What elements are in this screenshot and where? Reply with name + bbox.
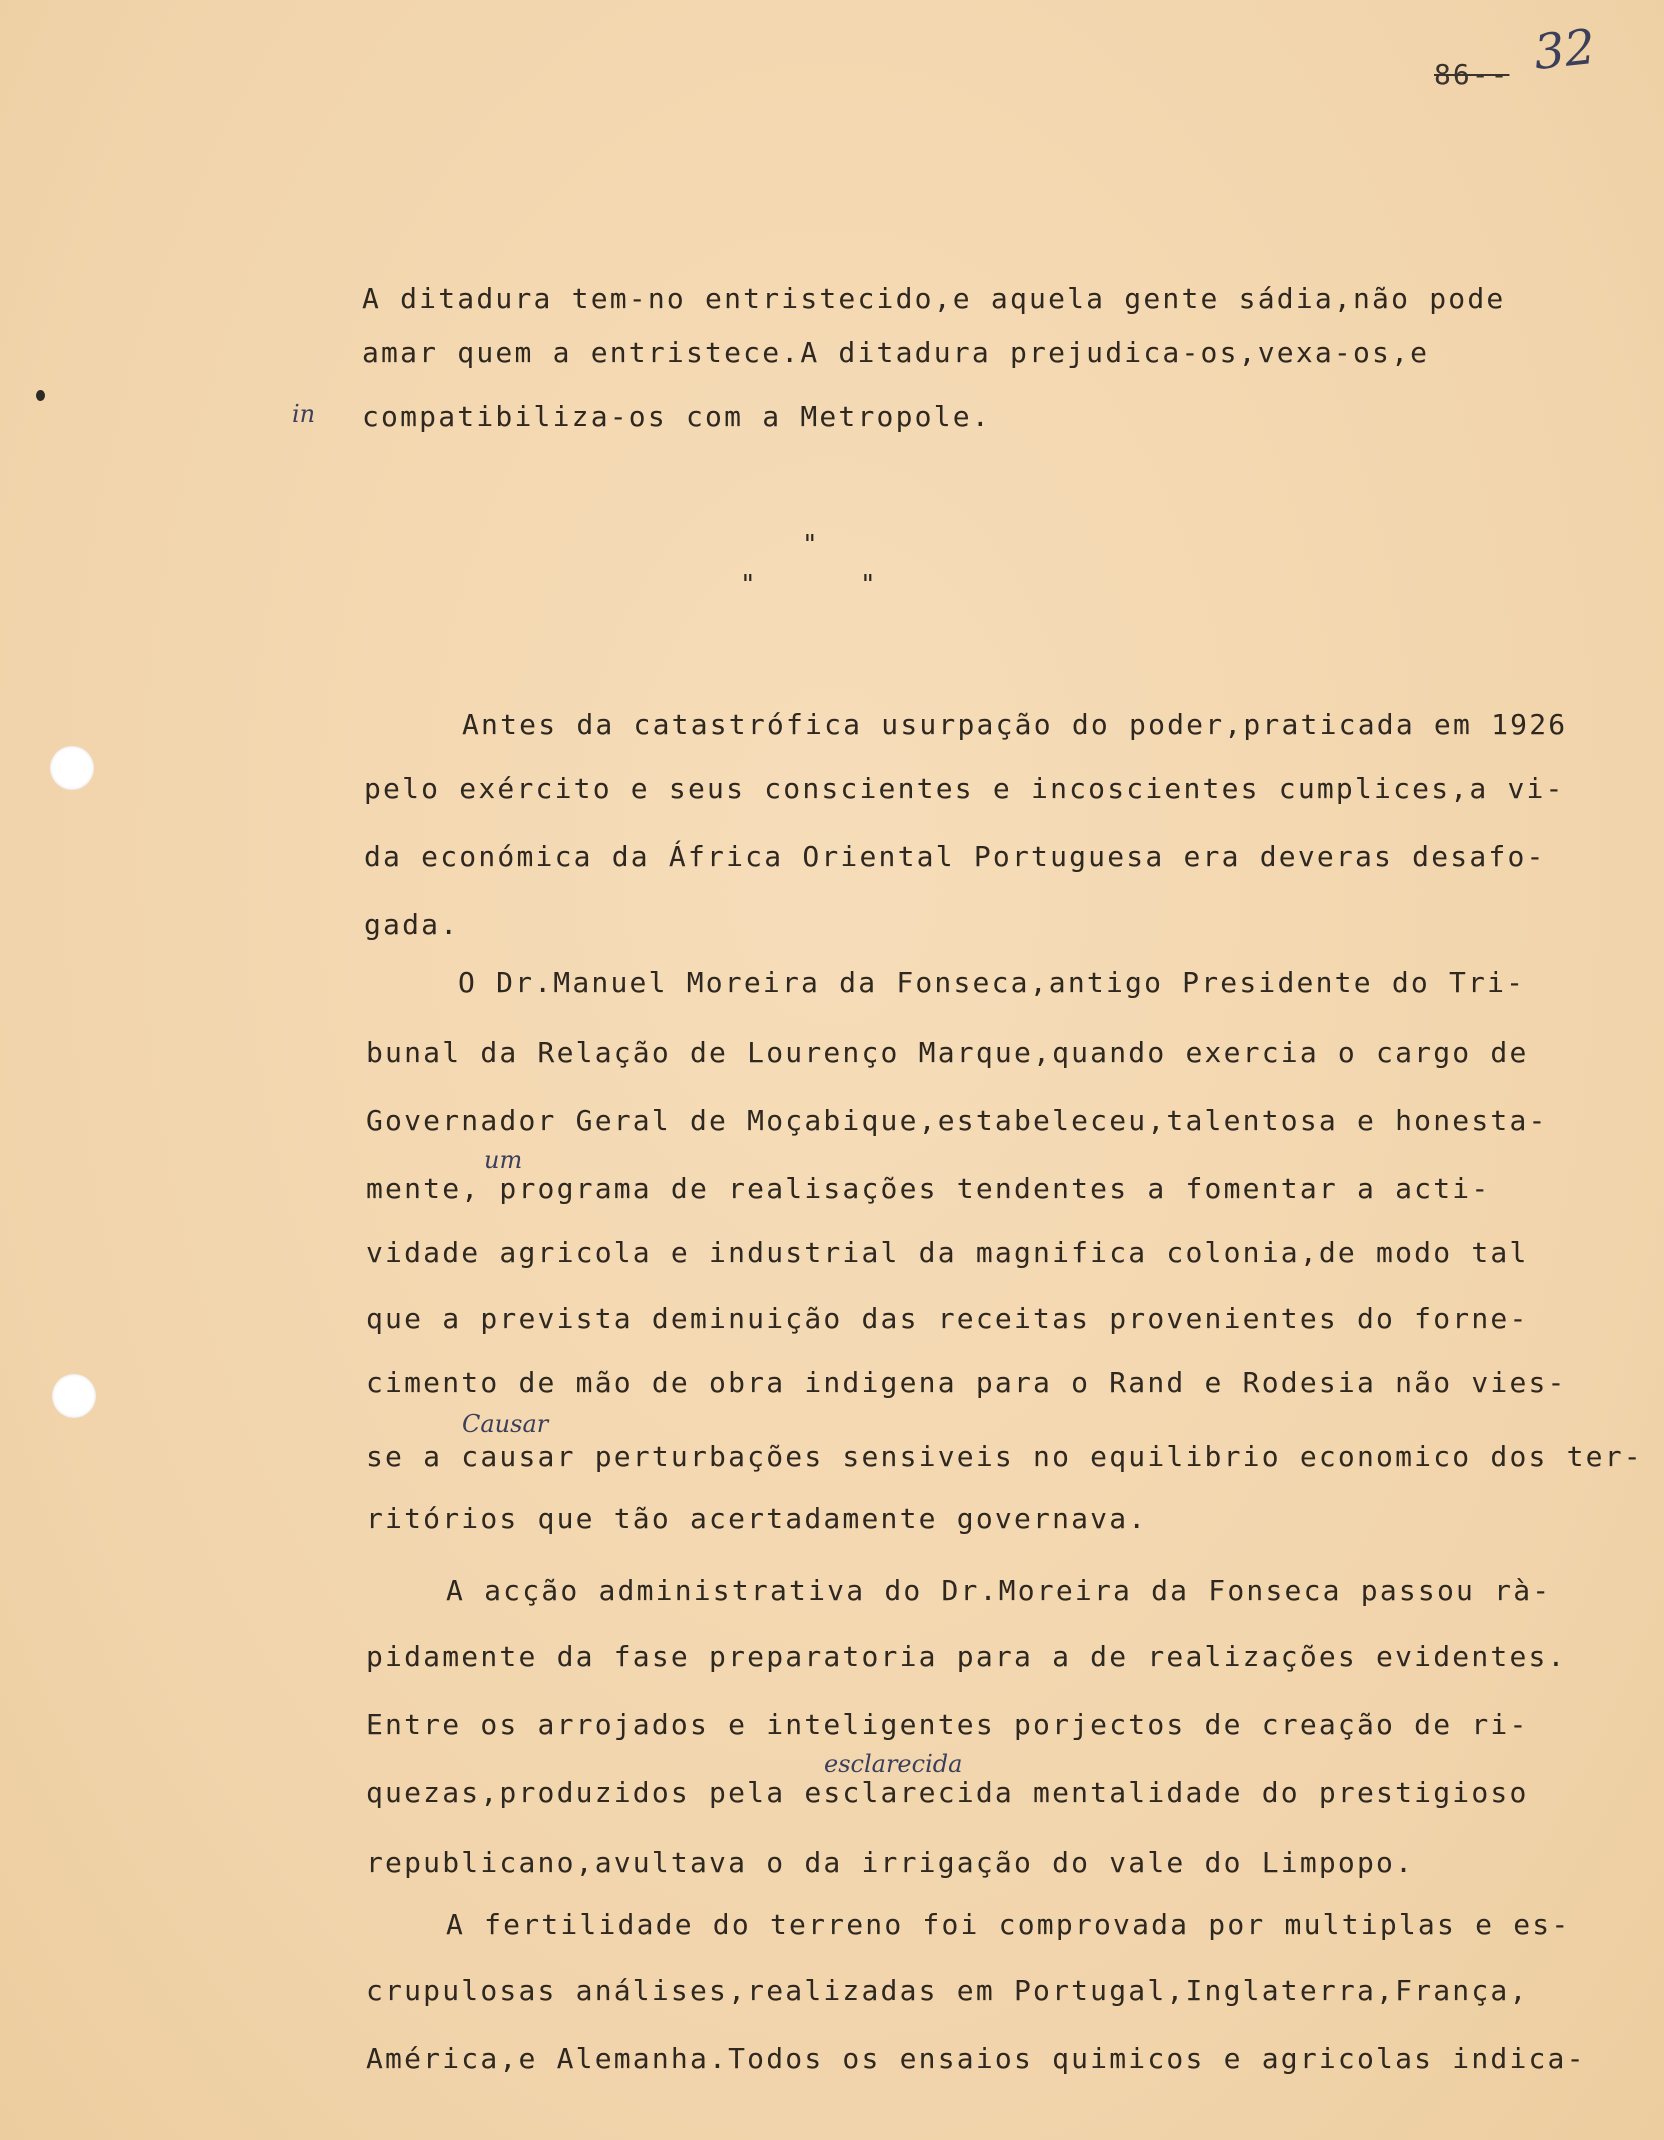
body-line: crupulosas análises,realizadas em Portugal,Inglaterra,França, xyxy=(366,1974,1529,2007)
page-number-typed: 86-- xyxy=(1434,58,1510,91)
separator-mark: " xyxy=(740,570,756,600)
separator-mark: " xyxy=(860,570,876,600)
body-line: Antes da catastrófica usurpação do poder,praticada em 1926 xyxy=(462,708,1568,741)
body-line: que a prevista deminuição das receitas provenientes do forne- xyxy=(366,1302,1529,1335)
ink-dot xyxy=(36,390,45,401)
handwritten-margin-note: in xyxy=(292,400,316,428)
body-line: mente, programa de realisações tendentes a fomentar a acti- xyxy=(366,1172,1491,1205)
page-number-handwritten: 32 xyxy=(1531,18,1598,82)
body-line: cimento de mão de obra indigena para o Rand e Rodesia não vies- xyxy=(366,1366,1567,1399)
body-line: se a causar perturbações sensiveis no equilibrio economico dos ter- xyxy=(366,1440,1643,1473)
punch-hole xyxy=(52,1374,96,1418)
separator-mark: " xyxy=(802,530,818,560)
body-line: O Dr.Manuel Moreira da Fonseca,antigo Presidente do Tri- xyxy=(458,966,1526,999)
handwritten-correction: esclarecida xyxy=(824,1750,963,1778)
body-line: quezas,produzidos pela esclarecida mentalidade do prestigioso xyxy=(366,1776,1529,1809)
body-line: republicano,avultava o da irrigação do vale do Limpopo. xyxy=(366,1846,1415,1879)
handwritten-correction: Causar xyxy=(462,1410,549,1438)
body-line: ritórios que tão acertadamente governava. xyxy=(366,1502,1148,1535)
body-line: América,e Alemanha.Todos os ensaios quimicos e agricolas indica- xyxy=(366,2042,1586,2075)
intro-line: compatibiliza-os com a Metropole. xyxy=(362,400,991,433)
body-line: A fertilidade do terreno foi comprovada por multiplas e es- xyxy=(446,1908,1571,1941)
body-line: Entre os arrojados e inteligentes porjectos de creação de ri- xyxy=(366,1708,1529,1741)
punch-hole xyxy=(50,746,94,790)
body-line: pelo exército e seus conscientes e incoscientes cumplices,a vi- xyxy=(364,772,1565,805)
body-line: pidamente da fase preparatoria para a de realizações evidentes. xyxy=(366,1640,1567,1673)
handwritten-correction: um xyxy=(484,1146,523,1174)
body-line: gada. xyxy=(364,908,460,941)
body-line: vidade agricola e industrial da magnifica colonia,de modo tal xyxy=(366,1236,1529,1269)
body-line: da económica da África Oriental Portuguesa era deveras desafo- xyxy=(364,840,1546,873)
body-line: Governador Geral de Moçabique,estabeleceu,talentosa e honesta- xyxy=(366,1104,1548,1137)
body-line: bunal da Relação de Lourenço Marque,quando exercia o cargo de xyxy=(366,1036,1529,1069)
intro-line: A ditadura tem-no entristecido,e aquela gente sádia,não pode xyxy=(362,282,1506,315)
body-line: A acção administrativa do Dr.Moreira da Fonseca passou rà- xyxy=(446,1574,1552,1607)
intro-line: amar quem a entristece.A ditadura prejudica-os,vexa-os,e xyxy=(362,336,1430,369)
